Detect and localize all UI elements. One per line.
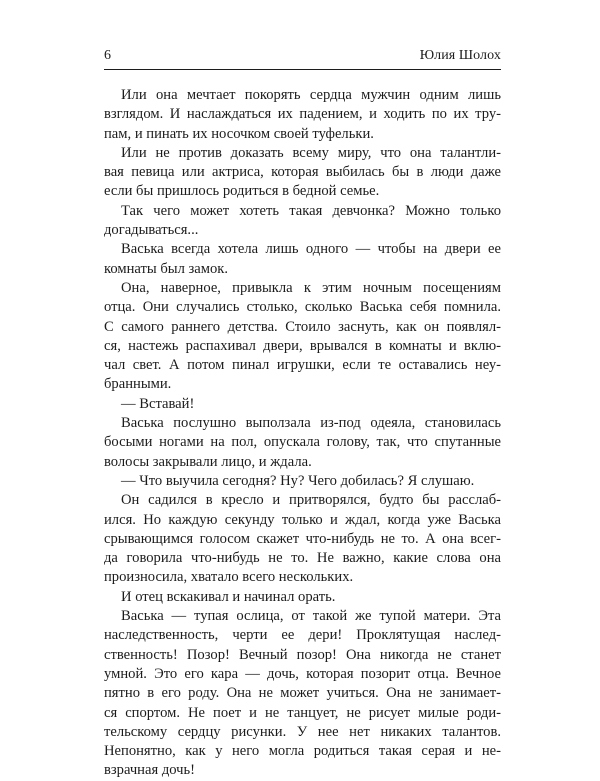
text-line: вая певица или актриса, которая выбилась бы в люди даже	[104, 164, 501, 181]
text-line: если бы пришлось родиться в бедной семье.	[104, 183, 380, 200]
text-line: комнаты был замок.	[104, 260, 229, 277]
text-line: бранными.	[104, 376, 172, 393]
text-line: взрачная дочь!	[104, 762, 196, 779]
text-line: Или она мечтает покорять сердца мужчин одним лишь	[121, 87, 501, 103]
text-line: умной. Это его кара — дочь, которая позорит отца. Вечное	[104, 665, 501, 682]
text-line: ственность! Позор! Вечный позор! Она никогда не станет	[104, 646, 501, 663]
text-line: ся, настежь распахивал двери, врывался в комнаты и вклю-	[104, 337, 501, 354]
text-line: босыми ногами на пол, опускала голову, так, что спутанные	[104, 434, 501, 451]
running-title-author: Юлия Шолох	[419, 48, 501, 63]
running-head	[104, 48, 501, 70]
text-line: да говорила что-нибудь не то. Не важно, какие слова она	[104, 550, 501, 567]
text-line: — Вставай!	[121, 395, 195, 412]
text-line: тельскому сердцу рисунки. У нее нет никаких талантов.	[104, 723, 501, 740]
body-text	[104, 86, 501, 781]
text-line: взглядом. И наслаждаться их падением, и ходить по их тру-	[104, 106, 501, 123]
text-line: Или не против доказать всему миру, что она талантли-	[121, 144, 501, 161]
text-line: произносила, хватало всего нескольких.	[104, 569, 354, 586]
text-line: Васька послушно выползала из-под одеяла, становилась	[121, 415, 501, 432]
text-line: пятно в его роду. Она не может учиться. Она не занимает-	[104, 685, 501, 702]
text-line: Она, наверное, привыкла к этим ночным посещениям	[121, 279, 501, 296]
text-line: — Что выучила сегодня? Ну? Чего добилась? Я слушаю.	[121, 472, 475, 489]
text-line: Непонятно, как у него могла родиться такая серая и не-	[104, 743, 501, 760]
text-line: волосы закрывали лицо, и ждала.	[104, 453, 312, 470]
text-line: С самого раннего детства. Стоило заснуть, как он появлял-	[104, 318, 501, 335]
text-line: срывающимся голосом скажет что-нибудь не то. А она всег-	[104, 530, 501, 547]
text-line: наследственность, черти ее дери! Проклятущая наслед-	[104, 627, 501, 644]
page-number: 6	[104, 48, 112, 63]
text-line: отца. Они случались столько, сколько Васька себя помнила.	[104, 299, 501, 316]
book-page	[104, 48, 501, 781]
text-line: Так чего может хотеть такая девчонка? Можно только	[121, 202, 501, 219]
text-line: ся спортом. Не поет и не танцует, не рисует милые роди-	[104, 704, 501, 721]
text-line: догадываться...	[104, 222, 199, 239]
text-line: чал свет. А потом пинал игрушки, если те оставались неу-	[104, 357, 501, 374]
text-line: Васька — тупая ослица, от такой же тупой матери. Эта	[121, 608, 501, 625]
text-line: ился. Но каждую секунду только и ждал, когда уже Васька	[104, 511, 501, 528]
text-line: И отец вскакивал и начинал орать.	[121, 588, 336, 605]
text-line: пам, и пинать их носочком своей туфельки.	[104, 125, 374, 142]
text-line: Васька всегда хотела лишь одного — чтобы на двери ее	[121, 241, 501, 258]
text-line: Он садился в кресло и притворялся, будто бы расслаб-	[121, 492, 501, 509]
